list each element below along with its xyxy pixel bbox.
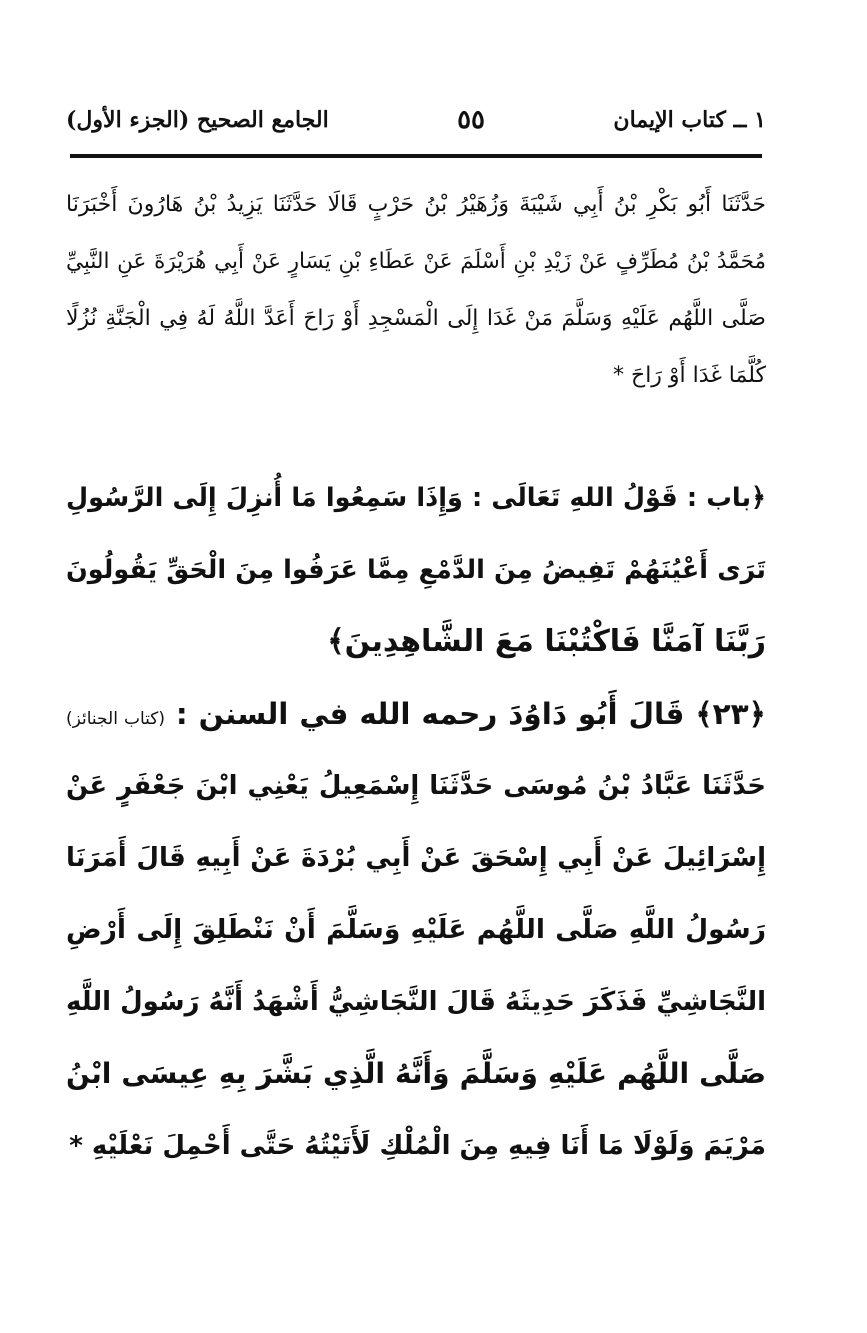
text-line: مُحَمَّدُ بْنُ مُطَرِّفٍ عَنْ زَيْدِ بْنِ أَسْلَمَ عَنْ عَطَاءِ بْنِ يَسَارٍ عَنْ أَبِي هُرَيْرَةَ عَنِ النَّبِيِّ: [66, 249, 766, 274]
source-reference: (كتاب الجنائز): [66, 709, 166, 729]
hadith-text-line: إِسْرَائِيلَ عَنْ أَبِي إِسْحَقَ عَنْ أَبِي بُرْدَةَ عَنْ أَبِيهِ قَالَ أَمَرَنَا: [66, 843, 766, 873]
running-header: [66, 100, 766, 140]
hadith-text-line: رَسُولُ اللَّهِ صَلَّى اللَّهُم عَلَيْهِ وَسَلَّمَ أَنْ نَنْطَلِقَ إِلَى أَرْضِ: [66, 914, 766, 945]
chapter-title: ١ ــ كتاب الإيمان: [613, 107, 766, 133]
main-section: [66, 462, 766, 1182]
hadith-intro-line: [66, 678, 766, 750]
hadith-text-line: حَدَّثَنَا عَبَّادُ بْنُ مُوسَى حَدَّثَنَا إِسْمَعِيلُ يَعْنِي ابْنَ جَعْفَرٍ عَنْ: [66, 771, 766, 801]
text-line: حَدَّثَنَا أَبُو بَكْرِ بْنُ أَبِي شَيْبَةَ وَزُهَيْرُ بْنُ حَرْبٍ قَالَا حَدَّثَنَا يَزِيدُ بْنُ هَارُونَ أَخْبَرَنَا: [66, 192, 766, 217]
chapter-heading-line: تَرَى أَعْيُنَهُمْ تَفِيضُ مِنَ الدَّمْعِ مِمَّا عَرَفُوا مِنَ الْحَقِّ يَقُولُونَ: [66, 555, 766, 585]
header-rule: [70, 154, 762, 158]
previous-hadith: [66, 176, 766, 404]
page-number: ٥٥: [457, 105, 486, 135]
chapter-heading-line: ﴿باب : قَوْلُ اللهِ تَعَالَى : وَإِذَا سَمِعُوا مَا أُنزِلَ إِلَى الرَّسُولِ: [66, 483, 766, 513]
text-line: كُلَّمَا غَدَا أَوْ رَاحَ *: [613, 363, 766, 388]
hadith-intro: قَالَ أَبُو دَاوُدَ رحمه الله في السنن :: [175, 697, 685, 731]
chapter-heading-line: رَبَّنَا آمَنَّا فَاكْتُبْنَا مَعَ الشَّاهِدِينَ﴾: [327, 624, 766, 659]
hadith-text-line: مَرْيَمَ وَلَوْلَا مَا أَنَا فِيهِ مِنَ الْمُلْكِ لَأَتَيْتُهُ حَتَّى أَحْمِلَ نَعْلَيْهِ *: [69, 1131, 766, 1161]
text-line: صَلَّى اللَّهُم عَلَيْهِ وَسَلَّمَ مَنْ غَدَا إِلَى الْمَسْجِدِ أَوْ رَاحَ أَعَدَّ اللَّهُ لَهُ فِي الْجَنَّةِ نُزُلًا: [66, 306, 766, 331]
book-title: الجامع الصحيح (الجزء الأول): [66, 107, 329, 133]
hadith-text-line: النَّجَاشِيِّ فَذَكَرَ حَدِيثَهُ قَالَ النَّجَاشِيُّ أَشْهَدُ أَنَّهُ رَسُولُ اللَّهِ: [66, 987, 766, 1017]
hadith-number: ﴿٢٣﴾: [695, 697, 766, 731]
hadith-text-line: صَلَّى اللَّهُم عَلَيْهِ وَسَلَّمَ وَأَنَّهُ الَّذِي بَشَّرَ بِهِ عِيسَى ابْنُ: [66, 1057, 766, 1090]
